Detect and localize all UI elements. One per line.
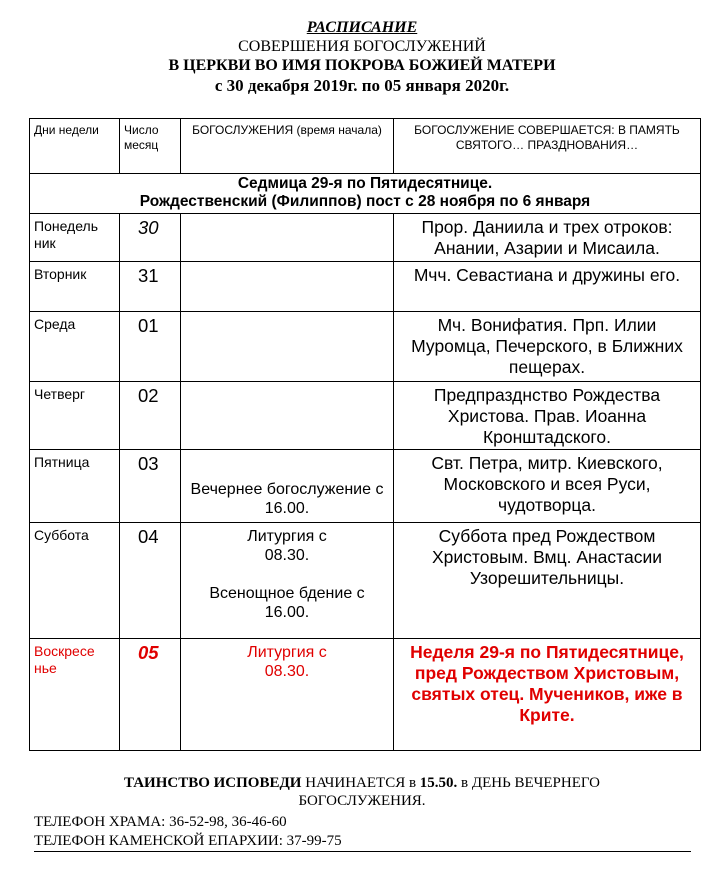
confession-mid: НАЧИНАЕТСЯ в bbox=[301, 775, 420, 791]
service-cell bbox=[181, 382, 394, 450]
service-cell bbox=[181, 214, 394, 262]
date-range: с 30 декабря 2019г. по 05 января 2020г. bbox=[214, 76, 510, 95]
date-cell: 05 bbox=[120, 639, 181, 751]
date-cell: 03 bbox=[120, 450, 181, 523]
memory-cell: Свт. Петра, митр. Киевского, Московского и всея Руси, чудотворца. bbox=[394, 450, 701, 523]
table-row bbox=[30, 450, 701, 523]
service-cell: Вечернее богослужение с 16.00. bbox=[181, 450, 394, 523]
table-row bbox=[30, 262, 701, 312]
memory-cell: Неделя 29-я по Пятидесятнице, пред Рождеством Христовым, святых отец. Мучеников, иже в Крите. bbox=[394, 639, 701, 751]
day-cell: Четверг bbox=[30, 382, 120, 450]
day-cell: Вторник bbox=[30, 262, 120, 312]
liturgy-time: Литургия с 08.30. bbox=[247, 528, 327, 564]
church-phone: ТЕЛЕФОН ХРАМА: 36-52-98, 36-46-60 bbox=[34, 814, 287, 830]
church-name: В ЦЕРКВИ ВО ИМЯ ПОКРОВА БОЖИЕЙ МАТЕРИ bbox=[168, 57, 556, 74]
date-cell: 31 bbox=[120, 262, 181, 312]
date-cell: 02 bbox=[120, 382, 181, 450]
memory-cell: Суббота пред Рождеством Христовым. Вмц. Анастасии Узорешительницы. bbox=[394, 523, 701, 639]
document-title: РАСПИСАНИЕ bbox=[306, 19, 418, 36]
service-cell bbox=[181, 523, 394, 639]
week-title-line-2: Рождественский (Филиппов) пост с 28 ноября по 6 января bbox=[139, 193, 591, 210]
memory-cell: Предпразднство Рождества Христова. Прав. Иоанна Кронштадского. bbox=[394, 382, 701, 450]
header-day: Дни недели bbox=[30, 119, 120, 174]
confession-label: ТАИНСТВО ИСПОВЕДИ bbox=[123, 775, 302, 791]
confession-line-2: БОГОСЛУЖЕНИЯ. bbox=[298, 793, 426, 809]
confession-time: 15.50. bbox=[419, 775, 458, 791]
day-cell: Понедель ник bbox=[30, 214, 120, 262]
table-header-row bbox=[30, 119, 701, 174]
memory-cell: Мчч. Севастиана и дружины его. bbox=[394, 262, 701, 312]
document-subtitle: СОВЕРШЕНИЯ БОГОСЛУЖЕНИЙ bbox=[238, 38, 486, 55]
table-row-sunday bbox=[30, 639, 701, 751]
table-row bbox=[30, 312, 701, 382]
table-row bbox=[30, 214, 701, 262]
memory-cell: Прор. Даниила и трех отроков: Анании, Азарии и Мисаила. bbox=[394, 214, 701, 262]
eparchy-phone: ТЕЛЕФОН КАМЕНСКОЙ ЕПАРХИИ: 37-99-75 bbox=[34, 833, 342, 849]
date-cell: 30 bbox=[120, 214, 181, 262]
schedule-table bbox=[29, 118, 701, 751]
table-row bbox=[30, 382, 701, 450]
day-cell: Суббота bbox=[30, 523, 120, 639]
day-cell: Воскресе нье bbox=[30, 639, 120, 751]
day-cell: Пятница bbox=[30, 450, 120, 523]
date-cell: 04 bbox=[120, 523, 181, 639]
memory-cell: Мч. Вонифатия. Прп. Илии Муромца, Печерского, в Ближних пещерах. bbox=[394, 312, 701, 382]
footer-rule bbox=[34, 851, 691, 852]
day-cell: Среда bbox=[30, 312, 120, 382]
header-memory: БОГОСЛУЖЕНИЕ СОВЕРШАЕТСЯ: В ПАМЯТЬ СВЯТОГО… ПРАЗДНОВАНИЯ… bbox=[394, 119, 701, 174]
service-cell: Литургия с 08.30. bbox=[181, 639, 394, 751]
week-title-line-1: Седмица 29-я по Пятидесятнице. bbox=[237, 175, 493, 192]
service-cell bbox=[181, 262, 394, 312]
vigil-time: Всенощное бдение с 16.00. bbox=[209, 585, 365, 621]
week-row bbox=[30, 174, 701, 214]
confession-end: в ДЕНЬ ВЕЧЕРНЕГО bbox=[457, 775, 601, 791]
header-date: Число месяц bbox=[120, 119, 181, 174]
date-cell: 01 bbox=[120, 312, 181, 382]
header-service: БОГОСЛУЖЕНИЯ (время начала) bbox=[181, 119, 394, 174]
table-row bbox=[30, 523, 701, 639]
week-title bbox=[30, 174, 701, 214]
service-cell bbox=[181, 312, 394, 382]
confession-line bbox=[0, 774, 724, 792]
